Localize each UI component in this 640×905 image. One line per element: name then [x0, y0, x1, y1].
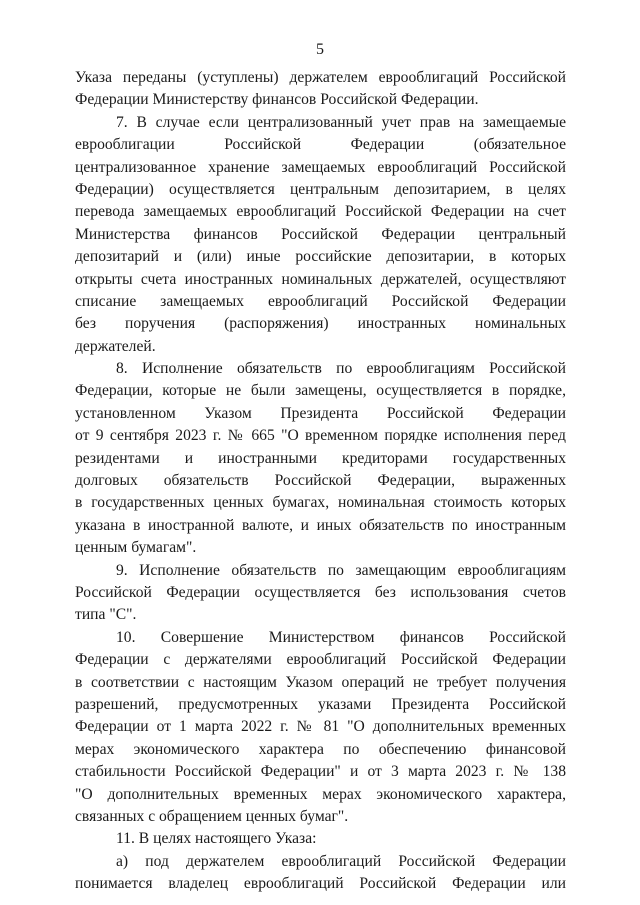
text-line: указана в иностранной валюте, и иных обязательств по иностранным	[75, 516, 566, 534]
text-line: в соответствии с настоящим Указом операций не требует получения	[75, 673, 566, 691]
text-line: держателей.	[75, 337, 156, 355]
text-line: "О дополнительных временных мерах экономического характера,	[75, 785, 566, 803]
paragraph-9-line: 9. Исполнение обязательств по замещающим еврооблигациям	[116, 561, 566, 579]
text-line: Федерации Министерству финансов Российской Федерации.	[75, 91, 479, 109]
paragraph-10-line: 10. Совершение Министерством финансов Российской	[116, 628, 566, 646]
decree-text	[75, 67, 566, 895]
subparagraph-a-line: а) под держателем еврооблигаций Российской Федерации	[116, 852, 566, 870]
paragraph-11-line: 11. В целях настоящего Указа:	[116, 830, 317, 848]
text-line: понимается владелец еврооблигаций Российской Федерации или	[75, 875, 566, 893]
text-line: от 9 сентября 2023 г. № 665 "О временном порядке исполнения перед	[75, 427, 566, 445]
text-line: перевода замещаемых еврооблигаций Российской Федерации на счет	[75, 203, 566, 221]
text-line: открыты счета иностранных номинальных держателей, осуществляют	[75, 270, 566, 288]
text-line: ценным бумагам".	[75, 539, 197, 557]
text-line: без поручения (распоряжения) иностранных номинальных	[75, 315, 566, 333]
text-line: Министерства финансов Российской Федерации центральный	[75, 225, 566, 243]
text-line: Федерации от 1 марта 2022 г. № 81 "О дополнительных временных	[75, 718, 566, 736]
text-line: разрешений, предусмотренных указами Президента Российской	[75, 695, 566, 713]
text-line: долговых обязательств Российской Федерации, выраженных	[75, 472, 566, 490]
text-line: мерах экономического характера по обеспечению финансовой	[75, 740, 566, 758]
text-line: еврооблигации Российской Федерации (обязательное	[75, 136, 566, 154]
page-number: 5	[316, 41, 324, 58]
text-line: централизованное хранение замещаемых еврооблигаций Российской	[75, 158, 566, 176]
text-line: стабильности Российской Федерации" и от 3 марта 2023 г. № 138	[75, 763, 566, 781]
paragraph-7-line: 7. В случае если централизованный учет прав на замещаемые	[116, 113, 566, 131]
text-line: связанных с обращением ценных бумаг".	[75, 807, 349, 825]
paragraph-8-line: 8. Исполнение обязательств по еврооблигациям Российской	[116, 360, 566, 378]
text-line: в государственных ценных бумагах, номинальная стоимость которых	[75, 494, 566, 512]
text-line: типа "С".	[75, 606, 137, 624]
text-line: списание замещаемых еврооблигаций Российской Федерации	[75, 292, 566, 310]
text-line: установленном Указом Президента Российской Федерации	[75, 404, 566, 422]
text-line: Федерации) осуществляется центральным депозитарием, в целях	[75, 180, 566, 198]
text-line: резидентами и иностранными кредиторами государственных	[75, 449, 566, 467]
text-line: Федерации, которые не были замещены, осуществляется в порядке,	[75, 382, 566, 400]
text-line: Российской Федерации осуществляется без использования счетов	[75, 583, 566, 601]
text-line: Федерации с держателями еврооблигаций Российской Федерации	[75, 651, 566, 669]
text-line: депозитарий и (или) иные российские депозитарии, в которых	[75, 248, 566, 266]
text-line: Указа переданы (уступлены) держателем еврооблигаций Российской	[75, 69, 566, 86]
